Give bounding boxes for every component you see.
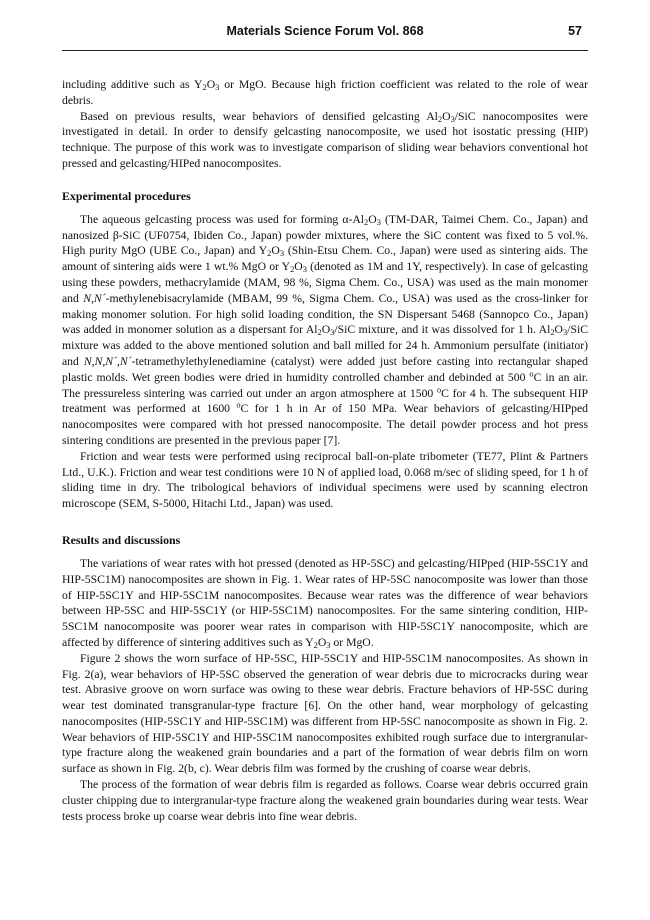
intro-paragraph-2: Based on previous results, wear behaviors of densified gelcasting $Al_2O_3$/SiC nanocomposites were investigated in detail. In order to densify gelcasting nanocomposite, we used hot isostatic pressing (HIP) technique. The purpose of this work was to investigate comparison of sliding wear behaviors conventional hot pressed and gelcasting/HIPed nanocomposites. <box>62 109 588 170</box>
experimental-paragraph-1: The aqueous gelcasting process was used for forming $\alpha-Al_2O_3$ (TM-DAR, Taimei Chem. Co., Japan) and nanosized β-SiC (UF0754, Ibiden Co., Japan) powder mixtures, where the SiC content was fixed to 5 vol.%. High purity MgO (UBE Co., Japan) and $Y_2O_3$ (Shin-Etsu Chem. Co., Japan) were used as sintering aids. The amount of sintering aids were 1 wt.% MgO or $Y_2O_3$ (denoted as 1M and 1Y, respectively). In case of gelcasting using these powders, methacrylamide (MAM, 98 %, Sigma Chem. Co., USA) was used as the main monomer and N,N´-methylenebisacrylamide (MBAM, 99 %, Sigma Chem. Co., USA) was used as the cross-linker for making monomer solution. For high solid loading condition, the SN Dispersant 5468 (Sannopco Co., Japan) was added in monomer solution as a dispersant for $Al_2O_3$/SiC mixture, and it was dissolved for 1 h. $Al_2O_3$/SiC mixture was added to the above mentioned solution and ball milled for 24 h. Ammonium persulfate (initiator) and N,N,N´,N´-tetramethylethylenediamine (catalyst) were added just before casting into rectangular shaped plastic molds. Wet green bodies were dried in humidity controlled chamber and debinded at 500 $^o$C in an air. The pressureless sintering was carried out under an argon atmosphere at 1500 $^o$C for 4 h. The subsequent HIP treatment was performed at 1600 $^o$C for 1 h in Ar of 150 MPa. Wear behaviors of gelcasting/HIPped nanocomposites were compared with hot pressed nanocomposite. The detail powder process and hot press sintering conditions are presented in the previous paper [7]. <box>62 212 589 447</box>
intro-paragraph-1: including additive such as $Y_2O_3$ or MgO. Because high friction coefficient was related to the role of wear debris. <box>62 78 588 107</box>
page-number: 57 <box>568 24 582 38</box>
results-paragraph-2: Figure 2 shows the worn surface of HP-5SC, HIP-5SC1Y and HIP-5SC1M nanocomposites. As shown in Fig. 2(a), wear behaviors of HP-5SC observed the generation of wear debris due to microcracks during wear test. Abrasive groove on worn surface was owing to these wear debris. Fracture behaviors of HP-5SC during wear test dominated transgranular-type fracture [6]. On the other hand, wear morphology of gelcasting nanocomposites (HIP-5SC1Y and HIP-5SC1M) was different from HP-5SC nanocomposite as shown in Fig. 2. Wear behaviors of HIP-5SC1Y and HIP-5SC1M nanocomposites exhibited rough surface due to intergranular-type fracture along the weakened grain boundaries and a part of the formation of wear debris film on worn surface as shown in Fig. 2(b, c). Wear debris film was formed by the crushing of coarse wear debris. <box>62 651 588 776</box>
journal-title: Materials Science Forum Vol. 868 <box>226 24 424 38</box>
experimental-paragraph-2: Friction and wear tests were performed using reciprocal ball-on-plate tribometer (TE77, Plint & Partners Ltd., U.K.). Friction and wear test conditions were 10 N of applied load, 0.068 m/sec of sliding speed, for 1 h of sliding time in dry. The tribological behaviors of individual specimens were used by scanning electron microscope (SEM, S-5000, Hitachi Ltd., Japan) was used. <box>62 449 588 511</box>
header-rule <box>62 50 588 51</box>
results-paragraph-1: The variations of wear rates with hot pressed (denoted as HP-5SC) and gelcasting/HIPped (HIP-5SC1Y and HIP-5SC1M) nanocomposites are shown in Fig. 1. Wear rates of HP-5SC nanocomposite was lower than those of HIP-5SC1Y and HIP-5SC1M nanocomposites. Because wear rates was the difference of wear behaviors between HP-5SC and HIP-5SC1Y (or HIP-5SC1M) nanocomposites. For the same sintering condition, HIP-5SC1M nanocomposite was poorer wear rates in comparison with HIP-5SC1Y nanocomposite, which are affected by difference of sintering additives such as $Y_2O_3$ or MgO. <box>62 556 588 650</box>
results-paragraph-3: The process of the formation of wear debris film is regarded as follows. Coarse wear debris occurred grain cluster chipping due to intergranular-type fracture along the weakened grain boundaries during wear tests. Wear tests process broke up coarse wear debris into fine wear debris. <box>62 778 588 823</box>
section-heading-experimental: Experimental procedures <box>62 188 191 203</box>
section-heading-results: Results and discussions <box>62 532 181 547</box>
running-header <box>62 24 588 46</box>
article-body <box>62 77 588 824</box>
